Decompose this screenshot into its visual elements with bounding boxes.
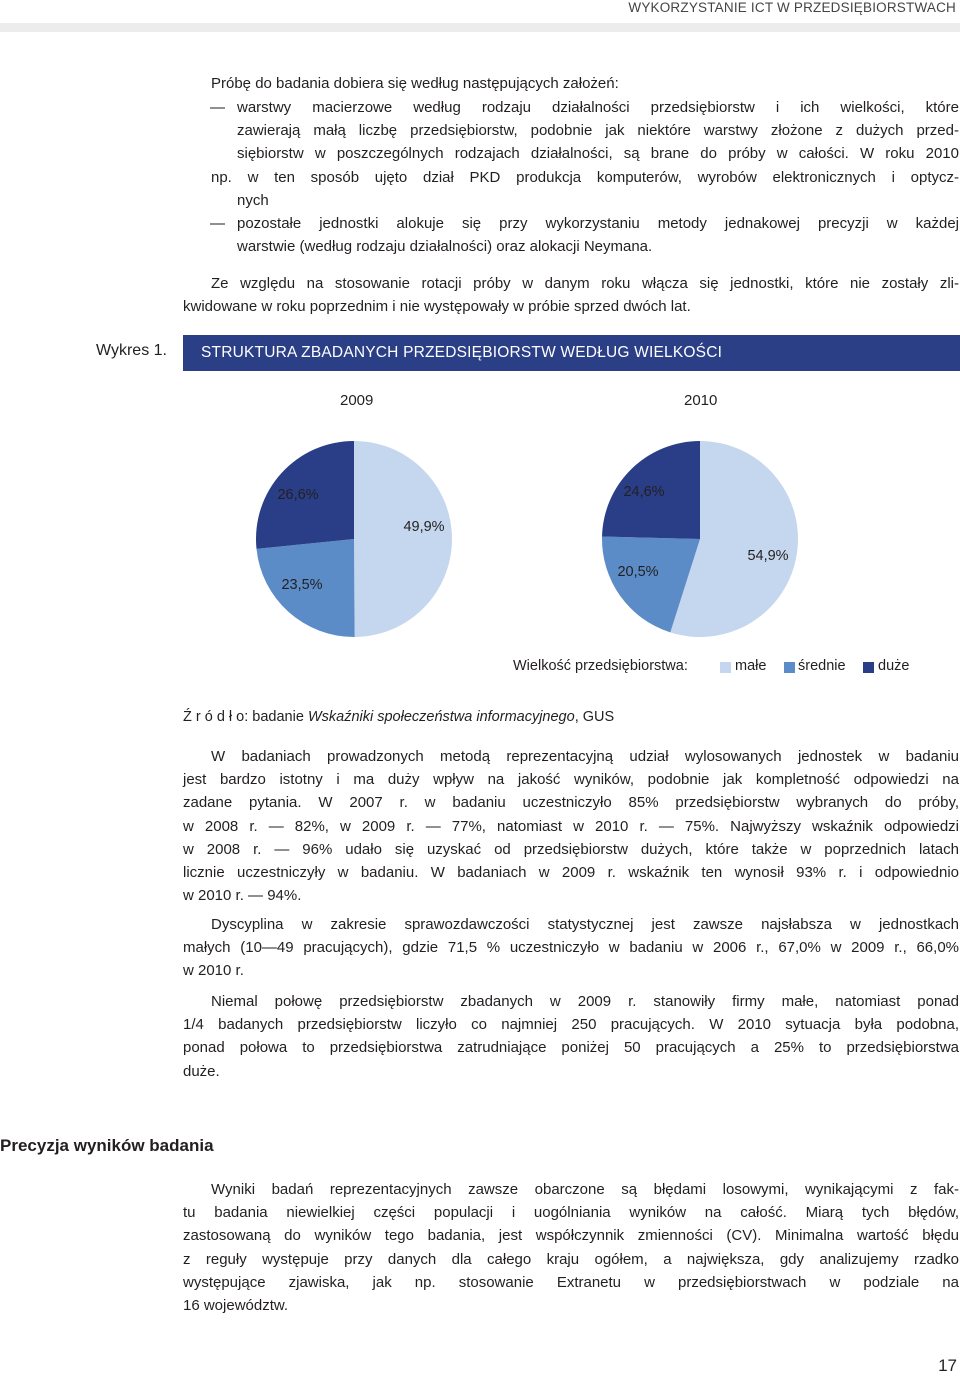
body-paragraph xyxy=(183,913,959,983)
pie-data-label: 54,9% xyxy=(747,548,789,564)
source-title: Wskaźniki społeczeństwa informacyjnego xyxy=(307,709,575,725)
body-line: 1/4 badanych przedsiębiorstw liczyło co najmniej 250 pracujących. W 2010 sytuacja była podobna, xyxy=(183,1016,959,1034)
list-line: siębiorstw w poszczególnych rodzajach działalności, są brane do próby w całości. W roku 2010 xyxy=(237,145,959,163)
source-suffix: , GUS xyxy=(574,709,615,725)
body-line: w 2008 r. — 96% udało się uzyskać od przedsiębiorstw dużych, które także w poprzednich latach xyxy=(183,840,959,858)
legend-label-large: duże xyxy=(878,658,910,674)
pie-data-label: 20,5% xyxy=(617,564,659,580)
pie-slice-małe xyxy=(354,441,452,637)
list-item xyxy=(210,212,959,258)
section-paragraph xyxy=(183,1178,959,1317)
section-line: tu badania niewielkiej części populacji i uogólniania wyników na całość. Miarą tych błędów, xyxy=(183,1204,959,1222)
body-paragraph xyxy=(183,990,959,1083)
legend-title: Wielkość przedsiębiorstwa: xyxy=(513,658,688,674)
figure-source xyxy=(183,709,614,725)
body-line: W badaniach prowadzonych metodą reprezentacyjną udział wylosowanych jednostek w badaniu xyxy=(211,748,959,765)
pie-title-2009: 2009 xyxy=(340,392,374,409)
rotation-line: Ze względu na stosowanie rotacji próby w danym roku włącza się jednostki, które nie zostały zli- xyxy=(211,275,959,292)
body-line: małych (10—49 pracujących), gdzie 71,5 % uczestniczyło w badaniu w 2006 r., 67,0% w 2009 r., 66,0% xyxy=(183,939,959,957)
list-line: warstwie (według rodzaju działalności) oraz alokacji Neymana. xyxy=(237,238,653,256)
list-line: nych xyxy=(237,192,269,209)
pie-title-2010: 2010 xyxy=(684,392,718,409)
section-line: występujące zjawiska, jak np. stosowanie Extranetu w przedsiębiorstwach w podziale na xyxy=(183,1273,959,1291)
list-line: pozostałe jednostki alokuje się przy wykorzystaniu metody jednakowej precyzji w każdej xyxy=(237,215,959,232)
header-rule xyxy=(0,23,960,32)
body-line: ponad połowa to przedsiębiorstwa zatrudniające poniżej 50 pracujących a 25% to przedsiębiorstwa xyxy=(183,1039,959,1057)
legend-label-medium: średnie xyxy=(798,658,846,674)
intro-lead: Próbę do badania dobiera się według następujących założeń: xyxy=(211,75,619,92)
figure-title: STRUKTURA ZBADANYCH PRZEDSIĘBIORSTW WEDŁUG WIELKOŚCI xyxy=(201,344,723,361)
page-number: 17 xyxy=(938,1356,957,1375)
legend-swatch-medium xyxy=(784,662,795,673)
figure-number: Wykres 1. xyxy=(96,342,167,359)
pie-chart-2009 xyxy=(254,439,454,639)
legend-label-small: małe xyxy=(735,658,767,674)
legend-swatch-small xyxy=(720,662,731,673)
body-line: w 2008 r. — 82%, w 2009 r. — 77%, natomiast w 2010 r. — 75%. Najwyższy wskaźnik odpowiedzi xyxy=(183,817,959,835)
body-paragraph xyxy=(183,745,959,907)
body-line: jest bardzo istotny i ma duży wpływ na jakość wyników, podobnie jak kompletność odpowiedzi na xyxy=(183,771,959,789)
list-item xyxy=(210,96,959,166)
list-line: warstwy macierzowe według rodzaju działalności przedsiębiorstw i ich wielkości, które xyxy=(237,99,959,116)
section-line: Wyniki badań reprezentacyjnych zawsze obarczone są błędami losowymi, wynikającymi z fak- xyxy=(211,1181,959,1198)
section-line: zastosowaną do wyników tego badania, jest współczynnik zmienności (CV). Minimalna wartość błędu xyxy=(183,1227,959,1245)
body-line: Niemal połowę przedsiębiorstw zbadanych w 2009 r. stanowiły firmy małe, natomiast ponad xyxy=(211,993,959,1010)
body-line: w 2010 r. xyxy=(183,962,244,980)
pie-data-label: 23,5% xyxy=(281,577,323,593)
rotation-line: kwidowane w roku poprzednim i nie występowały w próbie sprzed dwóch lat. xyxy=(183,298,691,315)
figure-title-bar xyxy=(183,335,960,371)
section-heading: Precyzja wyników badania xyxy=(0,1136,214,1155)
pie-chart-2010 xyxy=(600,439,800,639)
list-line: np. w ten sposób ujęto dział PKD produkcja komputerów, wyrobów elektronicznych i optycz- xyxy=(211,169,959,186)
dash-bullet: — xyxy=(210,99,225,116)
pie-data-label: 26,6% xyxy=(277,487,319,503)
list-line: zawierają małą liczbę przedsiębiorstw, podobnie jak niektóre warstwy złożone z dużych przed- xyxy=(237,122,959,140)
running-head: WYKORZYSTANIE ICT W PRZEDSIĘBIORSTWACH xyxy=(628,0,956,15)
body-line: duże. xyxy=(183,1062,220,1080)
dash-bullet: — xyxy=(210,215,225,232)
pie-data-label: 49,9% xyxy=(403,519,445,535)
body-line: Dyscyplina w zakresie sprawozdawczości statystycznej jest zawsze najsłabsza w jednostkach xyxy=(211,916,959,933)
source-prefix: Ź r ó d ł o: badanie xyxy=(183,709,308,725)
body-line: zadane pytania. W 2007 r. w badaniu uczestniczyło 85% przedsiębiorstw wybranych do próby, xyxy=(183,794,959,812)
section-line: 16 województw. xyxy=(183,1297,289,1315)
body-line: licznie uczestniczyły w badaniu. W badaniach w 2009 r. wskaźnik ten wynosił 93% r. i odpowiednio xyxy=(183,864,959,882)
pie-data-label: 24,6% xyxy=(623,484,665,500)
body-line: w 2010 r. — 94%. xyxy=(183,887,302,905)
legend-swatch-large xyxy=(863,662,874,673)
section-line: z reguły występuje przy danych dla całego kraju ogółem, a największa, gdy analizujemy rzadko xyxy=(183,1250,959,1268)
